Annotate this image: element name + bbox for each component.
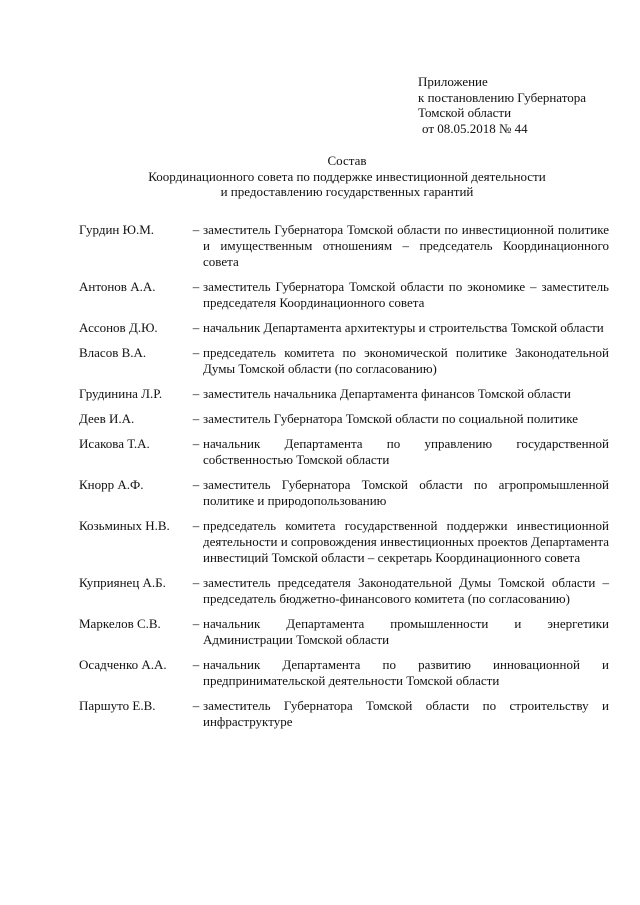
appendix-header: [418, 74, 586, 136]
member-name: Паршуто Е.В.: [79, 698, 156, 713]
member-name: Исакова Т.А.: [79, 436, 150, 451]
member-row: [79, 575, 609, 607]
appendix-line: к постановлению Губернатора: [418, 89, 587, 105]
member-name: Антонов А.А.: [79, 279, 156, 294]
member-name: Кнорр А.Ф.: [79, 477, 144, 492]
member-name: Осадченко А.А.: [79, 657, 167, 672]
member-dash: –: [192, 436, 200, 451]
member-role: председатель комитета по экономической политике Законодательной Думы Томской области (по согласованию): [203, 345, 609, 376]
members-list: [79, 222, 609, 739]
member-role: заместитель Губернатора Томской области по строительству и инфраструктуре: [203, 698, 609, 729]
member-row: [79, 411, 609, 427]
member-row: [79, 616, 609, 648]
member-name: Власов В.А.: [79, 345, 147, 360]
member-dash: –: [192, 279, 200, 294]
member-role: начальник Департамента по управлению государственной собственностью Томской области: [203, 436, 609, 467]
member-row: [79, 345, 609, 377]
member-row: [79, 657, 609, 689]
member-role: заместитель Губернатора Томской области по социальной политике: [203, 411, 579, 426]
member-role: заместитель Губернатора Томской области по экономике – заместитель председателя Координационного совета: [203, 279, 609, 310]
member-dash: –: [192, 575, 200, 590]
member-dash: –: [192, 657, 200, 672]
title-line: Координационного совета по поддержке инвестиционной деятельности: [148, 168, 546, 184]
member-role: начальник Департамента архитектуры и строительства Томской области: [203, 320, 604, 335]
member-role: заместитель председателя Законодательной Думы Томской области – председатель бюджетно-финансового комитета (по согласованию): [203, 575, 609, 606]
member-dash: –: [192, 320, 200, 335]
member-row: [79, 518, 609, 566]
member-name: Гурдин Ю.М.: [79, 222, 155, 237]
member-row: [79, 386, 609, 402]
member-name: Маркелов С.В.: [79, 616, 161, 631]
appendix-line: Томской области: [418, 105, 512, 120]
member-dash: –: [192, 477, 200, 492]
member-role: начальник Департамента промышленности и энергетики Администрации Томской области: [203, 616, 609, 647]
document-title: [100, 153, 594, 200]
member-name: Куприянец А.Б.: [79, 575, 166, 590]
member-name: Ассонов Д.Ю.: [79, 320, 158, 335]
member-dash: –: [192, 518, 200, 533]
member-role: начальник Департамента по развитию инновационной и предпринимательской деятельности Томской области: [203, 657, 609, 688]
title-line: и предоставлению государственных гарантий: [220, 184, 474, 199]
member-row: [79, 698, 609, 730]
member-row: [79, 320, 609, 336]
title-line: Состав: [327, 153, 367, 168]
member-row: [79, 279, 609, 311]
member-row: [79, 477, 609, 509]
member-dash: –: [192, 222, 200, 237]
appendix-line: Приложение: [418, 74, 488, 89]
member-dash: –: [192, 616, 200, 631]
member-role: заместитель Губернатора Томской области по инвестиционной политике и имущественным отношениям – председатель Координационного совета: [203, 222, 609, 269]
member-dash: –: [192, 411, 200, 426]
appendix-date: от 08.05.2018 № 44: [422, 120, 528, 136]
member-dash: –: [192, 345, 200, 360]
member-row: [79, 222, 609, 270]
member-role: заместитель Губернатора Томской области по агропромышленной политике и природопользованию: [203, 477, 609, 508]
member-dash: –: [192, 698, 200, 713]
member-role: заместитель начальника Департамента финансов Томской области: [203, 386, 571, 401]
member-name: Козьминых Н.В.: [79, 518, 170, 533]
member-name: Грудинина Л.Р.: [79, 386, 163, 401]
member-role: председатель комитета государственной поддержки инвестиционной деятельности и сопровождения инвестиционных проектов Департамента инвестиций Томской области – секретарь Координационного совета: [203, 518, 609, 565]
member-name: Деев И.А.: [79, 411, 135, 426]
member-row: [79, 436, 609, 468]
member-dash: –: [192, 386, 200, 401]
